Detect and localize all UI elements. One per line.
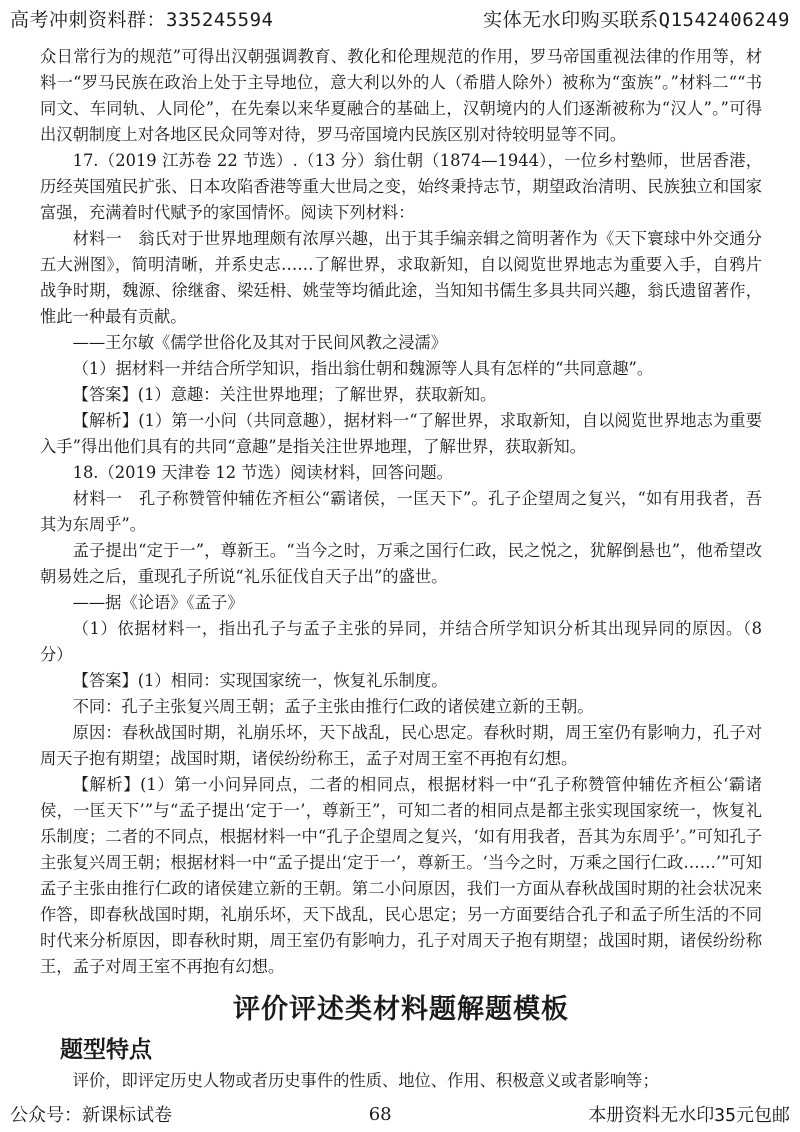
footer-left-text: 公众号：新课标试卷 [10, 1105, 172, 1126]
question-18-intro: 18.（2019 天津卷 12 节选）阅读材料，回答问题。 [72, 463, 453, 482]
paragraph-continuation: 众日常行为的规范”可得出汉朝强调教育、教化和伦理规范的作用，罗马帝国重视法律的作用等，材料一“罗马民族在政治上处于主导地位，意大利以外的人（希腊人除外）被称为“蛮族”。”材料二““书同文、车同轨、人同伦”，在先秦以来华夏融合的基础上，汉朝境内的人们逐渐被称为“汉人”。”可得出汉朝制度上对各地区民众同等对待，罗马帝国境内民族区别对待较明显等不同。 [40, 47, 762, 144]
page-header [10, 4, 790, 32]
question-18-material-1-cont: 孟子提出“定于一”，尊新王。“当今之时，万乘之国行仁政，民之悦之，犹解倒悬也”，他希望改朝易姓之后，重现孔子所说“礼乐征伐自天子出”的盛世。 [40, 541, 762, 586]
question-17-analysis: 【解析】(1）第一小问（共同意趣），据材料一“了解世界，求取新知，自以阅览世界地志为重要入手”得出他们具有的共同“意趣”是指关注世界地理，了解世界，获取新知。 [40, 411, 762, 456]
page-number: 68 [368, 1103, 392, 1125]
question-18-answer-difference: 不同：孔子主张复兴周王朝；孟子主张由推行仁政的诸侯建立新的王朝。 [72, 697, 594, 716]
question-18-answer: 【答案】(1）相同：实现国家统一，恢复礼乐制度。 [72, 671, 448, 690]
question-18-source: ——据《论语》《孟子》 [72, 593, 244, 612]
subsection-title: 题型特点 [60, 1037, 152, 1063]
question-18-answer-reason: 原因：春秋战国时期，礼崩乐坏，天下战乱，民心思定。春秋时期，周王室仍有影响力，孔子对周天子抱有期望；战国时期，诸侯纷纷称王，孟子对周王室不再抱有幻想。 [40, 723, 762, 768]
question-17-material-1: 材料一 翁氏对于世界地理颇有浓厚兴趣，出于其手编亲辑之简明著作为《天下寰球中外交通分五大洲图》，简明清晰，并系史志……了解世界，求取新知，自以阅览世界地志为重要入手，自鸦片战争时期，魏源、徐继畬、梁廷枏、姚莹等均循此途，当知知书儒生多具共同兴趣，翁氏遗留著作，惟此一种最有贡献。 [40, 229, 762, 326]
question-17-source: ——王尔敏《儒学世俗化及其对于民间风教之浸濡》 [72, 333, 448, 352]
question-17-prompt: （1）据材料一并结合所学知识，指出翁仕朝和魏源等人具有怎样的“共同意趣”。 [72, 359, 654, 378]
question-18-analysis: 【解析】(1）第一小问异同点，二者的相同点，根据材料一中“孔子称赞管仲辅佐齐桓公‘霸诸侯，一匡天下’”与“孟子提出‘定于一’，尊新王”，可知二者的相同点是都主张实现国家统一，恢复礼乐制度；二者的不同点，根据材料一中“孔子企望周之复兴，‘如有用我者，吾其为东周乎’。”可知孔子主张复兴周王朝；根据材料一中“孟子提出‘定于一’，尊新王。‘当今之时，万乘之国行仁政……’”可知孟子主张由推行仁政的诸侯建立新的王朝。第二小问原因，我们一方面从春秋战国时期的社会状况来作答，即春秋战国时期，礼崩乐坏，天下战乱，民心思定；另一方面要结合孔子和孟子所生活的不同时代来分析原因，即春秋时期，周王室仍有影响力，孔子对周天子抱有期望；战国时期，诸侯纷纷称王，孟子对周王室不再抱有幻想。 [40, 775, 762, 976]
header-left-text: 高考冲刺资料群：335245594 [10, 8, 274, 31]
section-title: 评价评述类材料题解题模板 [233, 994, 569, 1025]
question-18-prompt: （1）依据材料一，指出孔子与孟子主张的异同，并结合所学知识分析其出现异同的原因。（8 分） [40, 619, 762, 664]
question-18-material-1: 材料一 孔子称赞管仲辅佐齐桓公“霸诸侯，一匡天下”。孔子企望周之复兴，“如有用我者，吾其为东周乎”。 [40, 489, 762, 534]
document-body [40, 44, 762, 1094]
question-17-answer: 【答案】(1）意趣：关注世界地理；了解世界，获取新知。 [72, 385, 497, 404]
footer-right-text: 本册资料无水印35元包邮 [588, 1105, 790, 1126]
page-footer [10, 1100, 790, 1128]
question-17-intro: 17.（2019 江苏卷 22 节选）.（13 分）翁仕朝（1874—1944），一位乡村塾师，世居香港，历经英国殖民扩张、日本攻陷香港等重大世局之变，始终秉持志节，期望政治清明、民族独立和国家富强，充满着时代赋予的家国情怀。阅读下列材料： [40, 151, 762, 222]
header-right-text: 实体无水印购买联系Q1542406249 [483, 8, 790, 31]
final-paragraph: 评价，即评定历史人物或者历史事件的性质、地位、作用、积极意义或者影响等； [72, 1071, 659, 1090]
